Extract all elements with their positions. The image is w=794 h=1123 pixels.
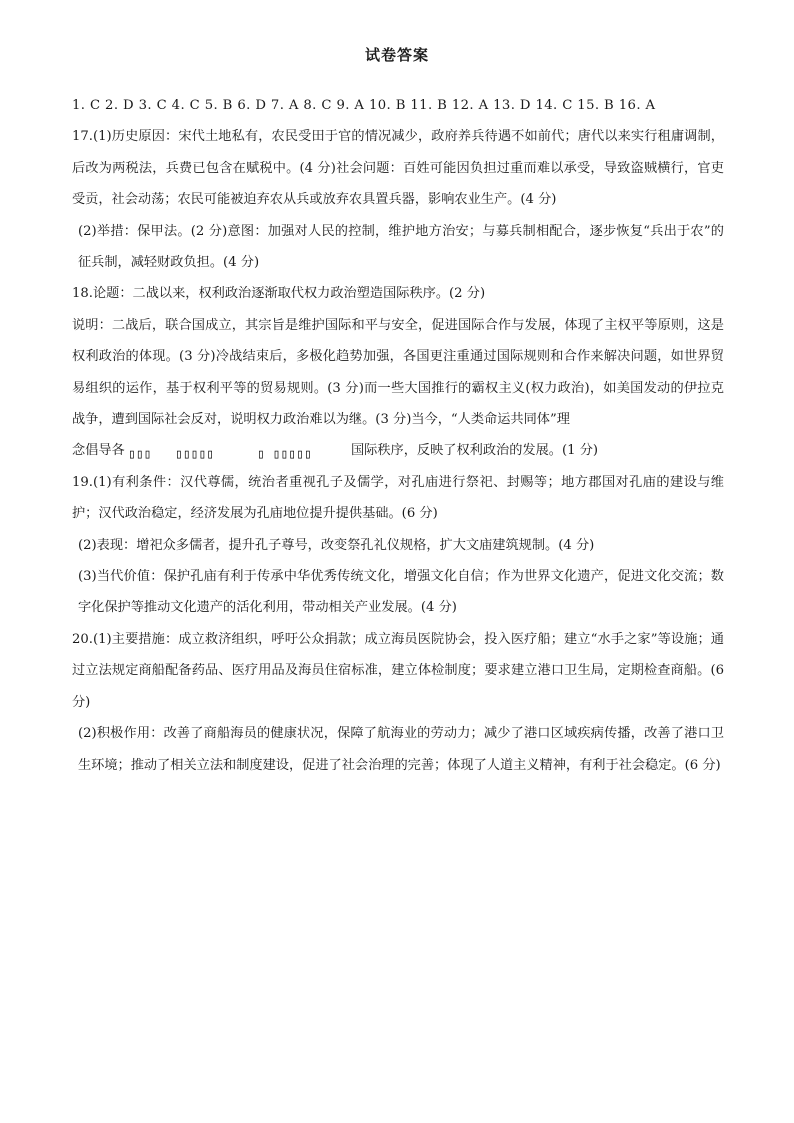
q18-garbled-glyphs-3: ▯ ▯▯▯▯▯ bbox=[257, 447, 312, 463]
answer-content bbox=[72, 90, 724, 781]
q18-thesis: 18.论题：二战以来，权利政治逐渐取代权力政治塑造国际秩序。(2 分) bbox=[72, 286, 486, 302]
q19-part2: (2)表现：增祀众多儒者，提升孔子尊号，改变祭孔礼仪规格，扩大文庙建筑规制。(4 分) bbox=[78, 537, 595, 553]
q17-part1: 17.(1)历史原因：宋代土地私有，农民受田于官的情况减少，政府养兵待遇不如前代；唐代以来实行租庸调制，后改为两税法，兵费已包含在赋税中。(4 分)社会问题：百姓可能因负担过重而难以承受，导致盗贼横行，官吏受贡，社会动荡；农民可能被迫弃农从兵或放弃农具置兵器，影响农业生产。(4 分) bbox=[72, 129, 724, 208]
q18-garbled-glyphs-1: ▯▯▯ bbox=[128, 447, 152, 463]
q17-part2: (2)举措：保甲法。(2 分)意图：加强对人民的控制，维护地方治安；与募兵制相配合，逐步恢复“兵出于农”的征兵制，减轻财政负担。(4 分) bbox=[78, 223, 724, 271]
q20-part2: (2)积极作用：改善了商船海员的健康状况，保障了航海业的劳动力；减少了港口区域疾病传播，改善了港口卫生环境；推动了相关立法和制度建设，促进了社会治理的完善；体现了人道主义精神，有利于社会稳定。(6 分) bbox=[78, 726, 724, 773]
q18-garbled-glyphs-2: ▯▯▯▯▯ bbox=[175, 447, 215, 463]
q18-garbled-lead: 念倡导各 bbox=[72, 443, 125, 459]
page-title: 试卷答案 bbox=[364, 46, 429, 64]
q19-part3: (3)当代价值：保护孔庙有利于传承中华优秀传统文化，增强文化自信；作为世界文化遗产，促进文化交流；数字化保护等推动文化遗产的活化利用，带动相关产业发展。(4 分) bbox=[78, 569, 724, 616]
q18-garbled-tail: 国际秩序，反映了权利政治的发展。(1 分) bbox=[351, 443, 599, 459]
q20-part1: 20.(1)主要措施：成立救济组织，呼吁公众捐款；成立海员医院协会，投入医疗船；建立“水手之家”等设施；通过立法规定商船配备药品、医疗用品及海员住宿标准，建立体检制度；要求建立港口卫生局，定期检查商船。(6 分) bbox=[72, 631, 724, 710]
q18-garbled-line bbox=[72, 435, 724, 466]
choice-answers: 1. C 2. D 3. C 4. C 5. B 6. D 7. A 8. C 9. A 10. B 11. B 12. A 13. D 14. C 15. B 16. A bbox=[72, 98, 656, 113]
q19-part1: 19.(1)有利条件：汉代尊儒，统治者重视孔子及儒学，对孔庙进行祭祀、封赐等；地方郡国对孔庙的建设与维护；汉代政治稳定，经济发展为孔庙地位提升提供基础。(6 分) bbox=[72, 474, 724, 522]
q18-explanation: 说明：二战后，联合国成立，其宗旨是维护国际和平与安全，促进国际合作与发展，体现了主权平等原则，这是权利政治的体现。(3 分)冷战结束后，多极化趋势加强，各国更注重通过国际规则和合作来解决问题，如世界贸易组织的运作，基于权利平等的贸易规则。(3 分)而一些大国推行的霸权主义(权力政治)，如美国发动的伊拉克战争，遭到国际社会反对，说明权力政治难以为继。(3 分)当今，“人类命运共同体”理 bbox=[72, 317, 724, 428]
